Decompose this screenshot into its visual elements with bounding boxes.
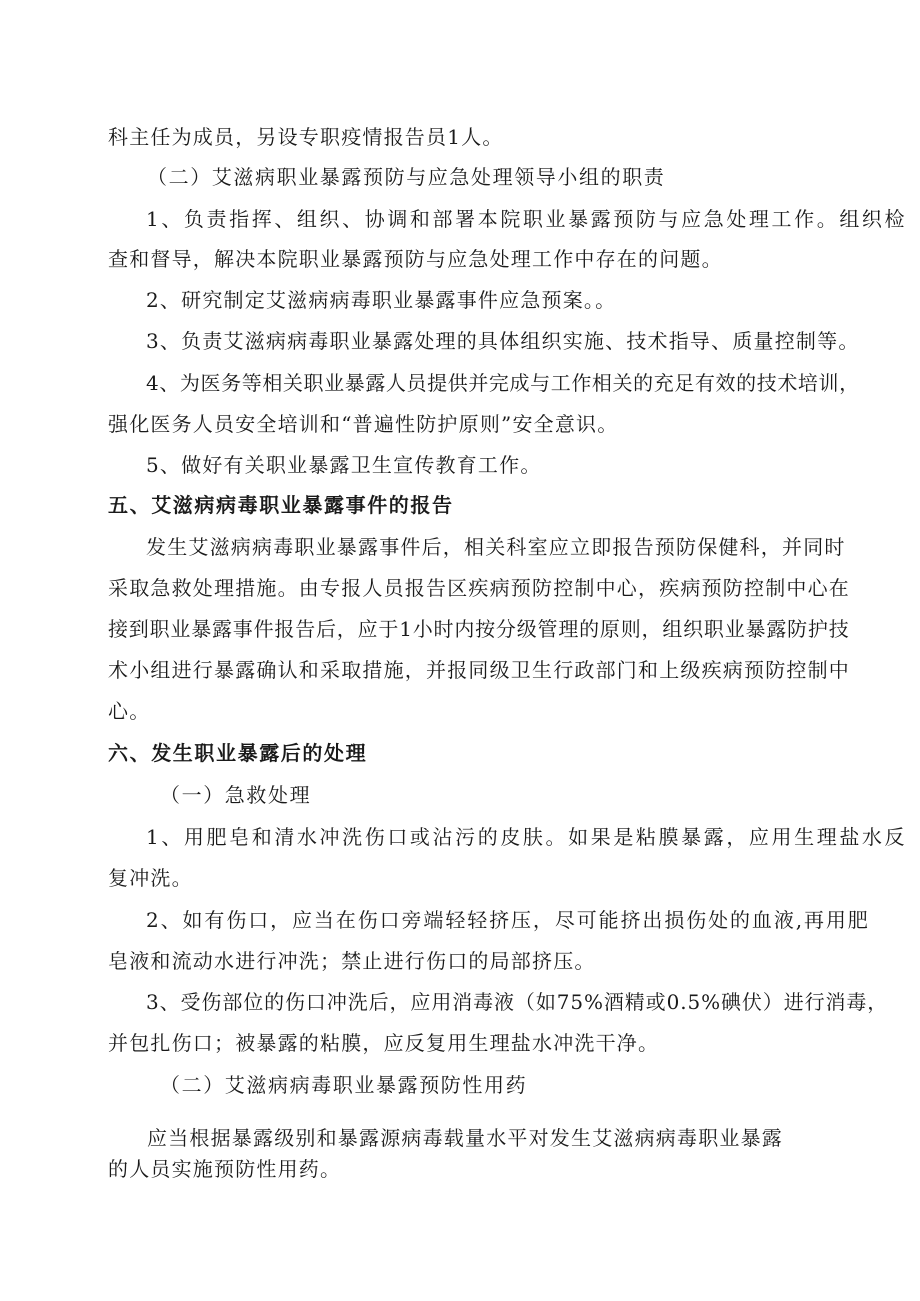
text-line: 发生艾滋病病毒职业暴露事件后，相关科室应立即报告预防保健科，并同时 — [146, 535, 846, 559]
text-line: 2、如有伤口，应当在伤口旁端轻轻挤压，尽可能挤出损伤处的血液,再用肥 — [146, 908, 870, 932]
text-line: 4、为医务等相关职业暴露人员提供并完成与工作相关的充足有效的技术培训， — [146, 371, 860, 395]
text-line: 强化医务人员安全培训和“普遍性防护原则”安全意识。 — [108, 412, 619, 436]
text-line: 3、负责艾滋病病毒职业暴露处理的具体组织实施、技术指导、质量控制等。 — [146, 329, 860, 353]
text-line: 复冲洗。 — [108, 866, 193, 890]
text-line: 并包扎伤口；被暴露的粘膜，应反复用生理盐水冲洗干净。 — [108, 1031, 660, 1055]
text-line: 2、研究制定艾滋病病毒职业暴露事件应急预案。。 — [146, 288, 617, 312]
text-line: 查和督导，解决本院职业暴露预防与应急处理工作中存在的问题。 — [108, 247, 723, 271]
text-line: 5、做好有关职业暴露卫生宣传教育工作。 — [146, 453, 542, 477]
text-line: 1、负责指挥、组织、协调和部署本院职业暴露预防与应急处理工作。组织检 — [146, 207, 908, 231]
section-heading: 六、发生职业暴露后的处理 — [108, 741, 368, 765]
subsection-heading: （二）艾滋病病毒职业暴露预防性用药 — [160, 1073, 528, 1097]
text-line: 术小组进行暴露确认和采取措施，并报同级卫生行政部门和上级疾病预防控制中 — [108, 658, 850, 682]
text-line: 1、用肥皂和清水冲洗伤口或沾污的皮肤。如果是粘膜暴露，应用生理盐水反 — [146, 825, 908, 849]
section-heading: 五、艾滋病病毒职业暴露事件的报告 — [108, 493, 454, 517]
subsection-heading: （二）艾滋病职业暴露预防与应急处理领导小组的职责 — [147, 165, 666, 189]
text-line: 应当根据暴露级别和暴露源病毒载量水平对发生艾滋病病毒职业暴露 — [147, 1126, 783, 1150]
text-line: 心。 — [108, 699, 151, 723]
text-line: 的人员实施预防性用药。 — [108, 1157, 342, 1181]
text-line: 采取急救处理措施。由专报人员报告区疾病预防控制中心，疾病预防控制中心在 — [108, 576, 850, 600]
text-line: 3、受伤部位的伤口冲洗后，应用消毒液（如75%酒精或0.5%碘伏）进行消毒， — [146, 990, 889, 1014]
text-line: 接到职业暴露事件报告后，应于1小时内按分级管理的原则，组织职业暴露防护技 — [108, 617, 850, 641]
text-line: 科主任为成员，另设专职疫情报告员1人。 — [108, 125, 504, 149]
subsection-heading: （一）急救处理 — [160, 783, 312, 807]
text-line: 皂液和流动水进行冲洗；禁止进行伤口的局部挤压。 — [108, 949, 596, 973]
